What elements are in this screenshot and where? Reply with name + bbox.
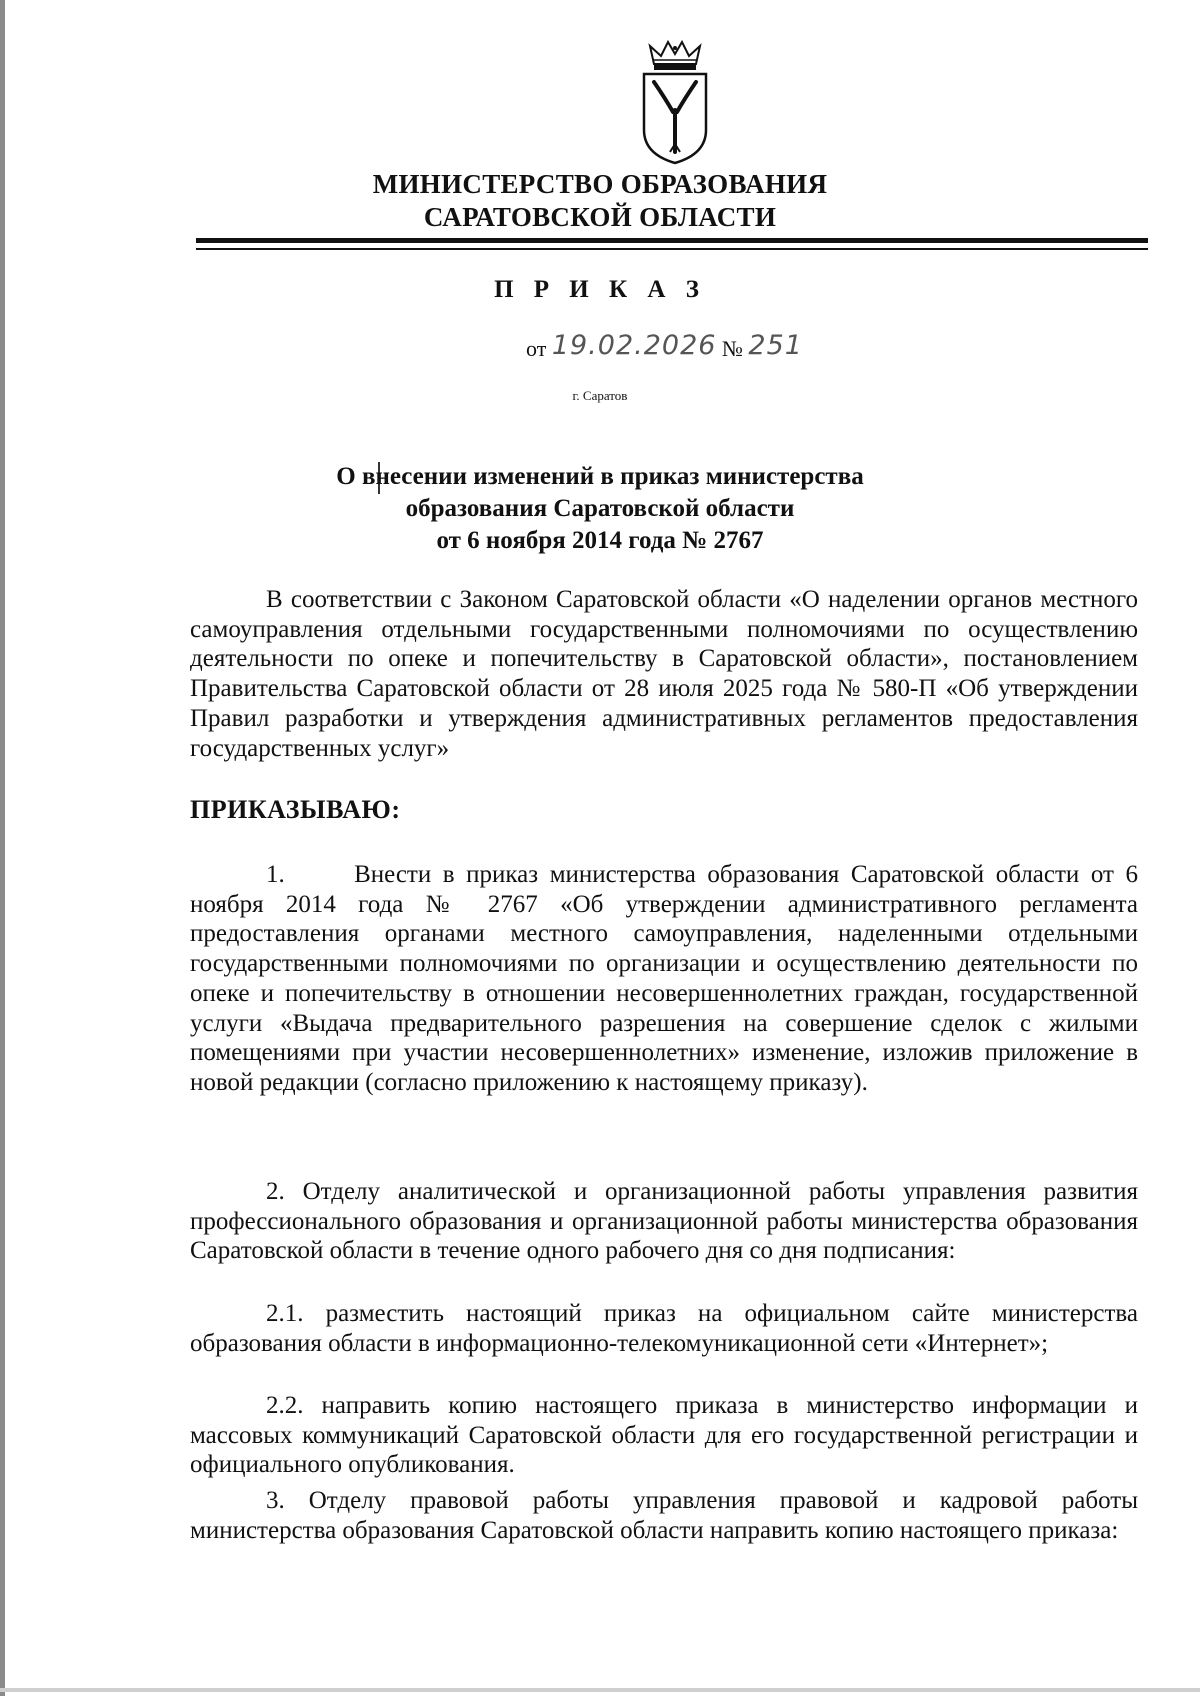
- org-name-line1: МИНИСТЕРСТВО ОБРАЗОВАНИЯ: [372, 169, 828, 199]
- scan-edge-bottom: [0, 1688, 1200, 1692]
- date-number-line: [526, 330, 803, 361]
- number-prefix: №: [721, 336, 743, 361]
- header-rule-thick: [196, 238, 1148, 243]
- header-rule-thin: [196, 248, 1148, 250]
- item-2-2-paragraph: 2.2. направить копию настоящего приказа в министерство информации и массовых коммуникаций Саратовской области для его государственной регистрации и официального опубликования.: [190, 1392, 1138, 1479]
- org-name-line2: САРАТОВСКОЙ ОБЛАСТИ: [423, 202, 777, 232]
- item-2-paragraph: 2. Отделу аналитической и организационной работы управления развития профессионального образования и организационной работы министерства образования Саратовской области в течение одного рабочего дня со дня подписания:: [190, 1178, 1138, 1265]
- scan-edge-left: [0, 0, 5, 1696]
- item-2-1-paragraph: 2.1. разместить настоящий приказ на официальном сайте министерства образования области в информационно-телекомуникационной сети «Интернет»;: [190, 1300, 1138, 1357]
- preamble-paragraph: В соответствии с Законом Саратовской области «О наделении органов местного самоуправления отдельными государственными полномочиями по осуществлению деятельности по опеке и попечительству в Саратовской области», постановлением Правительства Саратовской области от 28 июля 2025 года № 580-П «Об утверждении Правил разработки и утверждения административных регламентов предоставления государственных услуг»: [190, 586, 1138, 762]
- title-line3: от 6 ноября 2014 года № 2767: [436, 527, 764, 554]
- title-line1: О внесении изменений в приказ министерства: [336, 463, 864, 490]
- item-3-paragraph: 3. Отделу правовой работы управления правовой и кадровой работы министерства образования Саратовской области направить копию настоящего приказа:: [190, 1487, 1138, 1544]
- date-prefix: от: [526, 336, 547, 361]
- handwritten-date: 19.02.2026: [551, 330, 717, 361]
- order-heading: ПРИКАЗЫВАЮ:: [190, 795, 401, 824]
- coat-of-arms-icon: [640, 40, 710, 165]
- document-type: П Р И К А З: [494, 276, 706, 303]
- title-line2: образования Саратовской области: [405, 495, 795, 522]
- city: г. Саратов: [572, 388, 628, 403]
- handwritten-number: 251: [748, 330, 803, 361]
- item-1-paragraph: 1. Внести в приказ министерства образования Саратовской области от 6 ноября 2014 года № 2767 «Об утверждении административного регламента предоставления органами местного самоуправления, наделенными отдельными государственными полномочиями по организации и осуществлению деятельности по опеке и попечительству в отношении несовершеннолетних граждан, государственной услуги «Выдача предварительного разрешения на совершение сделок с жилыми помещениями при участии несовершеннолетних» изменение, изложив приложение в новой редакции (согласно приложению к настоящему приказу).: [190, 861, 1145, 1096]
